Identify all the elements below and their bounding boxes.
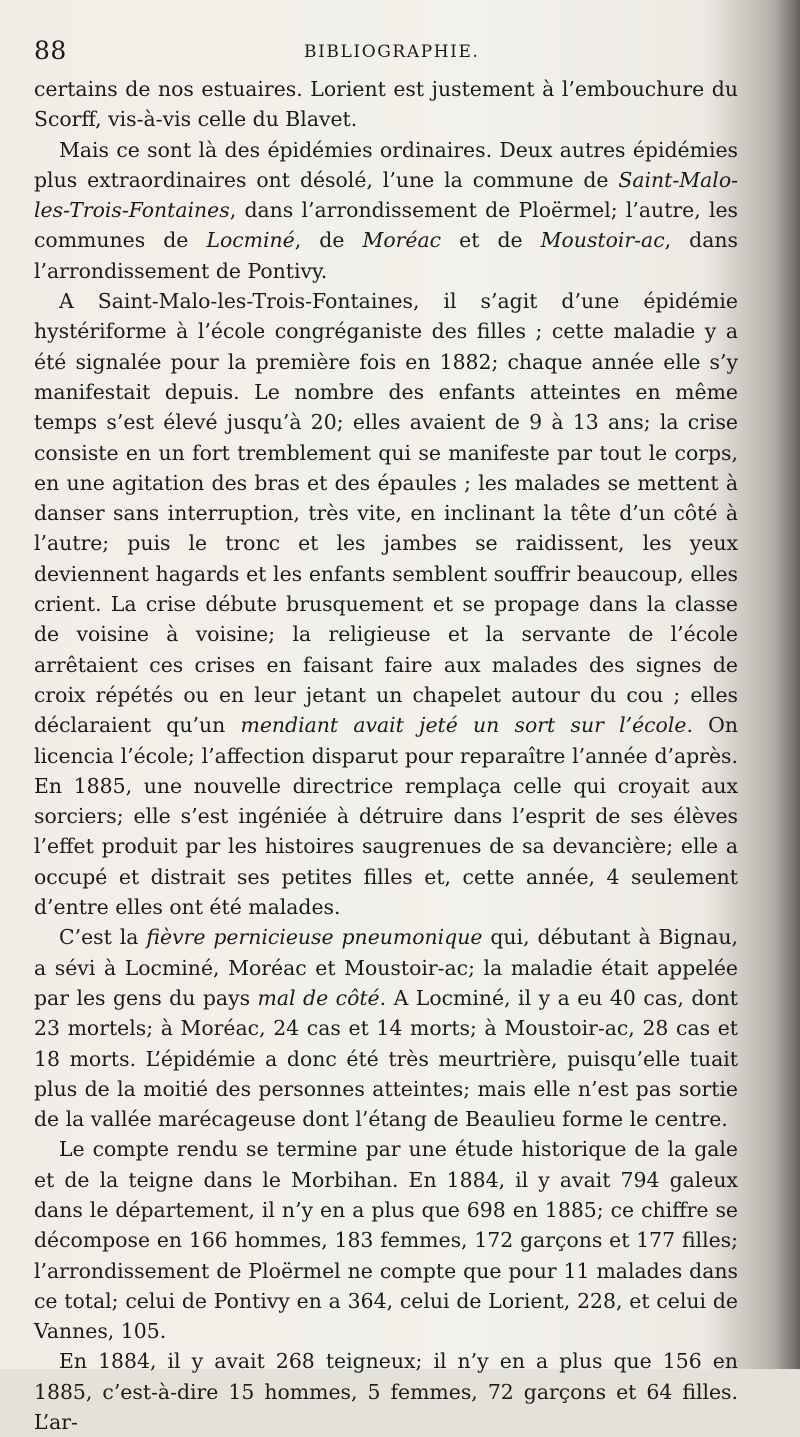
italic-run: mal de côté xyxy=(257,985,380,1010)
text-run: , dans l’arrondissement de Ploërmel; l’autre, les communes de xyxy=(34,198,738,253)
text-run: certains de nos estuaires. Lorient est justement à l’embouchure du Scorff, vis-à-vis celle du Blavet. xyxy=(34,77,738,132)
paragraph xyxy=(34,74,738,135)
text-run: Le compte rendu se termine par une étude historique de la gale et de la teigne dans le Morbihan. En 1884, il y avait 794 galeux dans le département, il n’y en a plus que 698 en 1885; ce chiffre se décompose en 166 hommes, 183 femmes, 172 garçons et 177 filles; l’arrondissement de Ploërmel ne compte que pour 11 malades dans ce total; celui de Pontivy en a 364, celui de Lorient, 228, et celui de Vannes, 105. xyxy=(34,1137,738,1344)
paragraph xyxy=(34,1346,738,1437)
text-run: . A Locminé, il y a eu 40 cas, dont 23 mortels; à Moréac, 24 cas et 14 morts; à Moustoir-ac, 28 cas et 18 morts. L’épidémie a donc été très meurtrière, puisqu’elle tuait plus de la moitié des personnes atteintes; mais elle n’est pas sortie de la vallée marécageuse dont l’étang de Beaulieu forme le centre. xyxy=(34,985,739,1132)
text-run: et de xyxy=(441,228,541,253)
italic-run: mendiant avait jeté un sort sur l’école xyxy=(240,713,687,738)
page-number: 88 xyxy=(34,36,67,65)
text-run: Mais ce sont là des épidémies ordinaires. Deux autres épidémies plus extraordinaires ont désolé, l’une la commune de xyxy=(34,137,738,192)
text-run: , dans l’arrondissement de Pontivy. xyxy=(34,228,738,283)
italic-run: Saint-Malo-les-Trois-Fontaines xyxy=(34,167,738,223)
italic-run: fièvre pernicieuse pneumonique xyxy=(146,925,483,950)
paragraph xyxy=(34,922,738,1134)
text-run: qui, débutant à Bignau, a sévi à Locminé, Moréac et Moustoir-ac; la maladie était appelée par les gens du pays xyxy=(34,925,739,1010)
italic-run: Locminé xyxy=(206,228,295,253)
text-run: A Saint-Malo-les-Trois-Fontaines, il s’agit d’une épidémie hystériforme à l’école congréganiste des filles ; cette maladie y a été signalée pour la première fois en 1882; chaque année elle s’y manifestait depuis. Le nombre des enfants atteintes en même temps s’est élevé jusqu’à 20; elles avaient de 9 à 13 ans; la crise consiste en un fort tremblement qui se manifeste par tout le corps, en une agitation des bras et des épaules ; les malades se mettent à danser sans interruption, très vite, en inclinant la tête d’un côté à l’autre; puis le tronc et les jambes se raidissent, les yeux deviennent hagards et les enfants semblent souffrir beaucoup, elles crient. La crise débute brusquement et se propage dans la classe de voisine à voisine; la religieuse et la servante de l’école arrêtaient ces crises en faisant faire aux malades des signes de croix répétés ou en leur jetant un chapelet autour du cou ; elles déclaraient qu’un xyxy=(34,289,738,738)
paragraph xyxy=(34,135,738,286)
text-run: C’est la xyxy=(59,925,147,950)
page-gutter-shadow xyxy=(774,0,800,1369)
italic-run: Moréac xyxy=(362,228,442,253)
italic-run: Moustoir-ac xyxy=(540,228,665,253)
paragraph xyxy=(34,286,738,922)
text-run: . On licencia l’école; l’affection disparut pour reparaître l’année d’après. En 1885, une nouvelle directrice remplaça celle qui croyait aux sorciers; elle s’est ingéniée à détruire dans l’esprit de ses élèves l’effet produit par les histoires saugrenues de sa devancière; elle a occupé et distrait ses petites filles et, cette année, 4 seulement d’entre elles ont été malades. xyxy=(34,713,739,920)
paragraph xyxy=(34,1134,738,1346)
text-run: , de xyxy=(294,228,363,253)
page-header xyxy=(34,36,740,70)
text-run: En 1884, il y avait 268 teigneux; il n’y en a plus que 156 en 1885, c’est-à-dire 15 hommes, 5 femmes, 72 garçons et 64 filles. L’ar- xyxy=(34,1349,738,1435)
body-text xyxy=(34,74,738,1437)
running-head: BIBLIOGRAPHIE. xyxy=(304,42,480,62)
